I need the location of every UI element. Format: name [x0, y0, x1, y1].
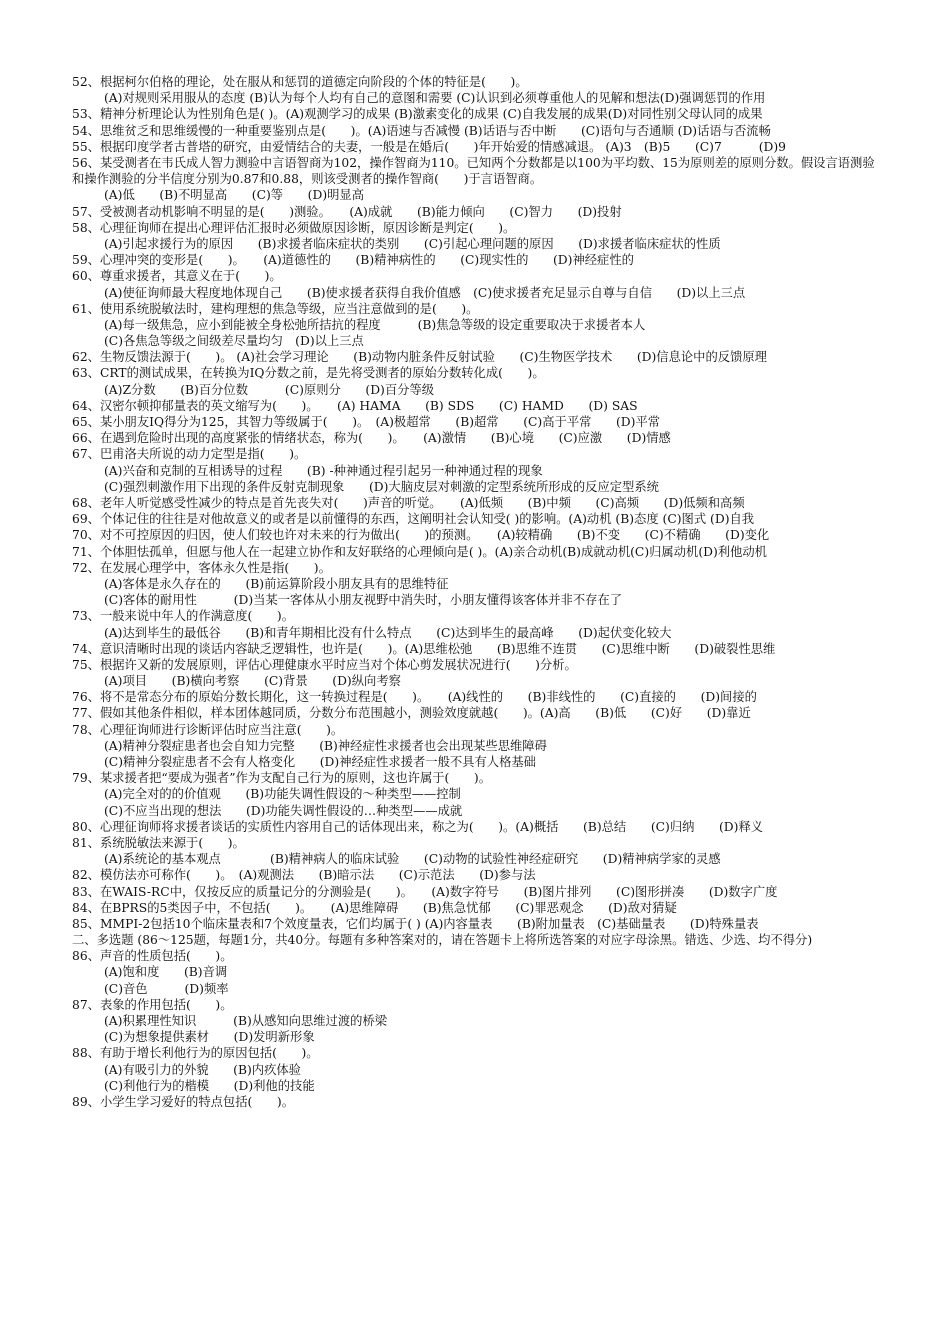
question-line: 53、精神分析理论认为性别角色是( )。(A)观测学习的成果 (B)激素变化的成果 (C)自我发展的成果(D)对同性别父母认同的成果: [72, 107, 763, 122]
answer-options-line: (C)音色 (D)频率: [104, 981, 229, 996]
question-line: 63、CRT的测试成果，在转换为IQ分数之前，是先将受测者的原始分数转化成( )。: [72, 366, 545, 381]
question-line: 55、根据印度学者古普塔的研究，由爱情结合的夫妻，一般是在婚后( )年开始爱的情感减退。 (A)3 (B)5 (C)7 (D)9: [72, 139, 786, 154]
question-line: 66、在遇到危险时出现的高度紧张的情绪状态，称为( )。 (A)激情 (B)心境 (C)应激 (D)情感: [72, 431, 671, 446]
answer-options-line: (A)客体是永久存在的 (B)前运算阶段小朋友具有的思维特征: [104, 576, 449, 591]
question-line: 72、在发展心理学中，客体永久性是指( )。: [72, 560, 331, 575]
question-line: 74、意识清晰时出现的谈话内容缺乏逻辑性，也许是( )。(A)思维松弛 (B)思维不连贯 (C)思维中断 (D)破裂性思维: [72, 641, 776, 656]
question-line: 62、生物反馈法源于( )。 (A)社会学习理论 (B)动物内脏条件反射试验 (C)生物医学技术 (D)信息论中的反馈原理: [72, 350, 767, 365]
question-line: 83、在WAIS-RC中，仅按反应的质量记分的分测验是( )。 (A)数字符号 (B)图片排列 (C)图形拼凑 (D)数字广度: [72, 884, 778, 899]
question-line: 80、心理征询师将求援者谈话的实质性内容用自己的话体现出来，称之为( )。(A)概括 (B)总结 (C)归纳 (D)释义: [72, 819, 764, 834]
question-line: 70、对不可控原因的归因，使人们较也许对未来的行为做出( )的预测。 (A)较精确 (B)不变 (C)不精确 (D)变化: [72, 528, 770, 543]
answer-options-line: (A)低 (B)不明显高 (C)等 (D)明显高: [104, 188, 365, 203]
question-line: 68、老年人听觉感受性减少的特点是首先丧失对( )声音的听觉。 (A)低频 (B)中频 (C)高频 (D)低频和高频: [72, 495, 745, 510]
answer-options-line: (C)各焦急等级之间级差尽量均匀 (D)以上三点: [104, 334, 364, 349]
question-line: 58、心理征询师在提出心理评估汇报时必须做原因诊断，原因诊断是判定( )。: [72, 220, 516, 235]
question-line: 65、某小朋友IQ得分为125，其智力等级属于( )。 (A)极超常 (B)超常 (C)高于平常 (D)平常: [72, 415, 661, 430]
answer-options-line: (A)饱和度 (B)音调: [104, 965, 228, 980]
answer-options-line: (C)不应当出现的想法 (D)功能失调性假设的…种类型——成就: [104, 803, 463, 818]
question-line: 81、系统脱敏法来源于( )。: [72, 835, 245, 850]
question-line: 79、某求援者把“要成为强者”作为支配自己行为的原则，这也许属于( )。: [72, 771, 492, 786]
question-line: 89、小学生学习爱好的特点包括( )。: [72, 1094, 294, 1109]
question-line: 84、在BPRS的5类因子中，不包括( )。 (A)思维障碍 (B)焦急忧郁 (C)罪恶观念 (D)敌对猜疑: [72, 900, 677, 915]
question-line: 87、表象的作用包括( )。: [72, 997, 233, 1012]
answer-options-line: (C)利他行为的楷模 (D)利他的技能: [104, 1078, 315, 1093]
question-line: 77、假如其他条件相似，样本团体越同质，分数分布范围越小，测验效度就越( )。(A)高 (B)低 (C)好 (D)靠近: [72, 706, 751, 721]
answer-options-line: (A)引起求援行为的原因 (B)求援者临床症状的类别 (C)引起心理问题的原因 (D)求援者临床症状的性质: [104, 236, 721, 251]
question-line: 56、某受测者在韦氏成人智力测验中言语智商为102，操作智商为110。已知两个分数都是以100为平均数、15为原则差的原则分数。假设言语测验和操作测验的分半信度分别为0.87和0.88，则该受测者的操作智商( )于言语智商。: [72, 155, 875, 187]
question-line: 54、思维贫乏和思维缓慢的一种重要鉴别点是( )。(A)语速与否减慢 (B)话语与否中断 (C)语句与否通顺 (D)话语与否流畅: [72, 123, 771, 138]
question-line: 71、个体胆怯孤单，但愿与他人在一起建立协作和友好联络的心理倾向是( )。(A)亲合动机(B)成就动机(C)归属动机(D)利他动机: [72, 544, 767, 559]
answer-options-line: (A)每一级焦急，应小到能被全身松弛所拮抗的程度 (B)焦急等级的设定重要取决于求援者本人: [104, 317, 646, 332]
question-line: 52、根据柯尔伯格的理论，处在服从和惩罚的道德定向阶段的个体的特征是( )。: [72, 75, 528, 89]
question-line: 73、一般来说中年人的作满意度( )。: [72, 609, 294, 624]
question-line: 61、使用系统脱敏法时，建构理想的焦急等级，应当注意做到的是( )。: [72, 301, 479, 316]
question-line: 59、心理冲突的变形是( )。 (A)道德性的 (B)精神病性的 (C)现实性的 (D)神经症性的: [72, 253, 634, 268]
answer-options-line: (C)强烈刺激作用下出现的条件反射克制现象 (D)大脑皮层对刺激的定型系统所形成的反应定型系统: [104, 479, 659, 494]
question-line: 85、MMPI-2包括10个临床量表和7个效度量表，它们均属于( ) (A)内容量表 (B)附加量表 (C)基础量表 (D)特殊量表: [72, 916, 759, 931]
answer-options-line: (A)对规则采用服从的态度 (B)认为每个人均有自己的意图和需要 (C)认识到必须尊重他人的见解和想法(D)强调惩罚的作用: [104, 91, 766, 106]
answer-options-line: (A)精神分裂症患者也会自知力完整 (B)神经症性求援者也会出现某些思维障碍: [104, 738, 547, 753]
question-line: 78、心理征询师进行诊断评估时应当注意( )。: [72, 722, 344, 737]
question-line: 88、有助于增长利他行为的原因包括( )。: [72, 1046, 319, 1061]
question-line: 86、声音的性质包括( )。: [72, 949, 233, 964]
question-line: 60、尊重求援者，其意义在于( )。: [72, 269, 282, 284]
answer-options-line: (A)系统论的基本观点 (B)精神病人的临床试验 (C)动物的试验性神经症研究 (D)精神病学家的灵感: [104, 852, 721, 867]
answer-options-line: (C)为想象提供素材 (D)发明新形象: [104, 1030, 315, 1045]
answer-options-line: (A)兴奋和克制的互相诱导的过程 (B) -种神通过程引起另一种神通过程的现象: [104, 463, 543, 478]
question-line: 76、将不是常态分布的原始分数长期化，这一转换过程是( )。 (A)线性的 (B)非线性的 (C)直接的 (D)间接的: [72, 690, 757, 705]
answer-options-line: (A)使征询师最大程度地体现自己 (B)使求援者获得自我价值感 (C)使求援者充足显示自尊与自信 (D)以上三点: [104, 285, 746, 300]
answer-options-line: (A)项目 (B)横向考察 (C)背景 (D)纵向考察: [104, 674, 401, 689]
answer-options-line: (A)Z分数 (B)百分位数 (C)原则分 (D)百分等级: [104, 382, 435, 397]
question-line: 75、根据许又新的发展原则，评估心理健康水平时应当对个体心剪发展状况进行( )分析。: [72, 657, 577, 672]
question-line: 64、汉密尔顿抑郁量表的英文缩写为( )。 (A) HAMA (B) SDS (C) HAMD (D) SAS: [72, 398, 638, 413]
answer-options-line: (A)积累理性知识 (B)从感知向思维过渡的桥梁: [104, 1014, 388, 1029]
answer-options-line: (A)完全对的的价值观 (B)功能失调性假设的～种类型——控制: [104, 787, 461, 802]
question-line: 82、模仿法亦可称作( )。 (A)观测法 (B)暗示法 (C)示范法 (D)参与法: [72, 868, 536, 883]
question-line: 二、多选题 (86～125题，每题1分，共40分。每题有多种答案对的，请在答题卡上将所选答案的对应字母涂黑。错选、少选、均不得分): [72, 933, 813, 948]
document-page: [72, 74, 880, 1110]
question-line: 69、个体记住的往往是对他故意义的或者是以前懂得的东西，这阐明社会认知受( )的影响。(A)动机 (B)态度 (C)图式 (D)自我: [72, 512, 755, 527]
answer-options-line: (A)达到毕生的最低谷 (B)和青年期相比没有什么特点 (C)达到毕生的最高峰 (D)起伏变化较大: [104, 625, 672, 640]
answer-options-line: (A)有吸引力的外貌 (B)内疚体验: [104, 1062, 301, 1077]
answer-options-line: (C)客体的耐用性 (D)当某一客体从小朋友视野中消失时，小朋友懂得该客体并非不存在了: [104, 593, 623, 608]
question-line: 57、受被测者动机影响不明显的是( )测验。 (A)成就 (B)能力倾向 (C)智力 (D)投射: [72, 204, 622, 219]
answer-options-line: (C)精神分裂症患者不会有人格变化 (D)神经症性求援者一般不具有人格基础: [104, 755, 536, 770]
question-line: 67、巴甫洛夫所说的动力定型是指( )。: [72, 447, 307, 462]
